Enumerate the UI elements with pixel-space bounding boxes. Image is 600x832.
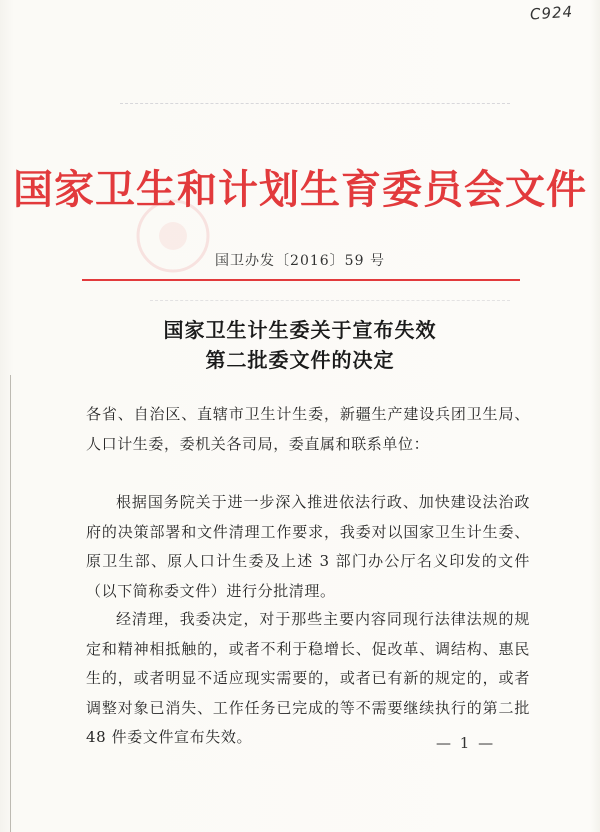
document-number: 国卫办发〔2016〕59 号 bbox=[215, 253, 385, 269]
document-title-line-1: 国家卫生计生委关于宣布失效 bbox=[163, 318, 437, 342]
show-through-line bbox=[150, 300, 510, 301]
header-red-rule bbox=[82, 279, 520, 281]
salutation: 各省、自治区、直辖市卫生计生委，新疆生产建设兵团卫生局、人口计生委，委机关各司局，委直属和联系单位： bbox=[86, 405, 530, 453]
document-header: 国家卫生和计划生育委员会文件 bbox=[13, 166, 587, 213]
show-through-line bbox=[120, 103, 510, 104]
body-paragraph-1: 根据国务院关于进一步深入推进依法行政、加快建设法治政府的决策部署和文件清理工作要求，我委对以国家卫生计生委、原卫生部、原人口计生委及上述 3 部门办公厅名义印发的文件（以下简称委文件）进行分批清理。 bbox=[86, 493, 530, 600]
paper-edge bbox=[10, 375, 11, 832]
page-number: — 1 — bbox=[436, 734, 496, 752]
body-paragraph-2: 经清理，我委决定，对于那些主要内容同现行法律法规的规定和精神相抵触的，或者不利于稳增长、促改革、调结构、惠民生的，或者明显不适应现实需要的，或者已有新的规定的，或者调整对象已消失、工作任务已完成的等不需要继续执行的第二批 48 件委文件宣布失效。 bbox=[86, 610, 530, 746]
handwritten-note: C924 bbox=[529, 2, 574, 24]
document-title-line-2: 第二批委文件的决定 bbox=[205, 348, 395, 372]
